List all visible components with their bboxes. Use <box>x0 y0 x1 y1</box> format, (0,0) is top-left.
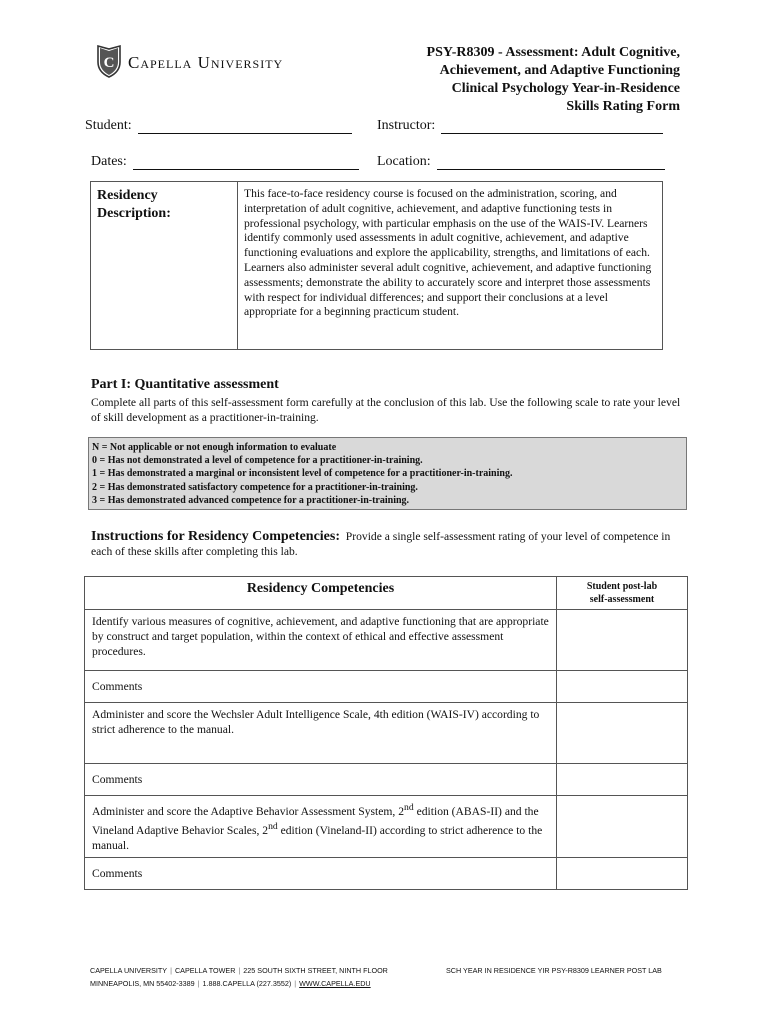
table-row <box>85 671 688 703</box>
footer-address: CAPELLA UNIVERSITY | CAPELLA TOWER | 225 SOUTH SIXTH STREET, NINTH FLOOR MINNEAPOLIS, MN 55402-3389 | 1.888.CAPELLA (227.3552) | WWW.CAPELLA.EDU <box>90 966 388 988</box>
location-label: Location: <box>377 154 431 169</box>
header-competencies: Residency Competencies <box>85 577 557 610</box>
capella-logo <box>96 44 296 80</box>
residency-description-label: Residency Description: <box>91 182 238 349</box>
table-row <box>85 703 688 764</box>
instructor-field <box>377 118 663 134</box>
comments-label: Comments <box>85 671 557 703</box>
table-row <box>85 796 688 858</box>
student-blank[interactable] <box>138 120 352 134</box>
header-self-assessment: Student post-lab self-assessment <box>557 577 688 610</box>
table-row <box>85 610 688 671</box>
table-header-row <box>85 577 688 610</box>
shield-c-icon <box>96 44 122 78</box>
scale-item: 1 = Has demonstrated a marginal or inconsistent level of competence for a practitioner-in-training. <box>92 468 513 480</box>
website-link[interactable]: WWW.CAPELLA.EDU <box>299 979 371 988</box>
footer-doc-id: SCH YEAR IN RESIDENCE YIR PSY-R8309 LEARNER POST LAB <box>446 966 662 975</box>
comments-label: Comments <box>85 857 557 889</box>
title-line-2: Achievement, and Adaptive Functioning <box>439 63 680 78</box>
table-row <box>85 764 688 796</box>
student-field <box>85 118 352 134</box>
scale-item: N = Not applicable or not enough information to evaluate <box>92 442 337 453</box>
dates-label: Dates: <box>91 154 127 169</box>
comments-label: Comments <box>85 764 557 796</box>
rating-scale-box <box>88 437 687 510</box>
table-row <box>85 857 688 889</box>
instructions <box>91 529 691 559</box>
part-1-heading: Part I: Quantitative assessment <box>91 377 279 392</box>
logo-wordmark: Capella University <box>128 53 284 72</box>
title-line-1: PSY-R8309 - Assessment: Adult Cognitive, <box>426 45 680 60</box>
scale-item: 3 = Has demonstrated advanced competence for a practitioner-in-training. <box>92 494 410 506</box>
scale-item: 2 = Has demonstrated satisfactory competence for a practitioner-in-training. <box>92 481 418 493</box>
svg-text:C: C <box>103 55 115 71</box>
competency-2-text: Administer and score the Wechsler Adult Intelligence Scale, 4th edition (WAIS-IV) according to strict adherence to the manual. <box>85 703 557 764</box>
comments-3-cell[interactable] <box>557 857 688 889</box>
competencies-table <box>84 576 688 890</box>
comments-1-cell[interactable] <box>557 671 688 703</box>
instructor-label: Instructor: <box>377 118 436 133</box>
dates-blank[interactable] <box>133 156 359 170</box>
title-line-4: Skills Rating Form <box>566 99 680 114</box>
residency-description-box <box>90 181 663 350</box>
competency-2-rating-cell[interactable] <box>557 703 688 764</box>
residency-description-text: This face-to-face residency course is focused on the administration, scoring, and interpretation of adult cognitive, achievement, and adaptive functioning tests in professional psychology, with particular emphasis on the use of the WAIS-IV. Learners identify commonly used assessments in adult cognitive, achievement, and adaptive functioning evaluations and explore the applicability, strengths, and limitations of each. Learners also administer several adult cognitive, achievement, and adaptive functioning assessments; demonstrate the ability to accurately score and interpret those assessments with respect for individual differences; and support their conclusions at a level appropriate for a beginning practicum student. <box>244 187 652 319</box>
title-line-3: Clinical Psychology Year-in-Residence <box>451 81 680 96</box>
part-1-intro: Complete all parts of this self-assessment form carefully at the conclusion of this lab. Use the following scale to rate your level of skill development as a practitioner-in-training. <box>91 396 681 424</box>
competency-1-rating-cell[interactable] <box>557 610 688 671</box>
comments-2-cell[interactable] <box>557 764 688 796</box>
location-blank[interactable] <box>437 156 665 170</box>
instructions-text: Provide a single self-assessment rating of your level of competence in each of these skills after completing this lab. <box>91 530 671 558</box>
location-field <box>377 154 665 170</box>
competency-3-rating-cell[interactable] <box>557 796 688 858</box>
form-title <box>360 44 680 116</box>
student-label: Student: <box>85 118 132 133</box>
instructor-blank[interactable] <box>441 120 663 134</box>
competency-3-text: Administer and score the Adaptive Behavior Assessment System, 2nd edition (ABAS-II) and the Vineland Adaptive Behavior Scales, 2nd edition (Vineland-II) according to strict adherence to the manual. <box>85 796 557 858</box>
instructions-heading: Instructions for Residency Competencies: <box>91 529 340 544</box>
scale-item: 0 = Has not demonstrated a level of competence for a practitioner-in-training. <box>92 455 423 467</box>
competency-1-text: Identify various measures of cognitive, achievement, and adaptive functioning that are appropriate by construct and target population, within the context of ethical and effective assessment procedures. <box>85 610 557 671</box>
dates-field <box>91 154 359 170</box>
